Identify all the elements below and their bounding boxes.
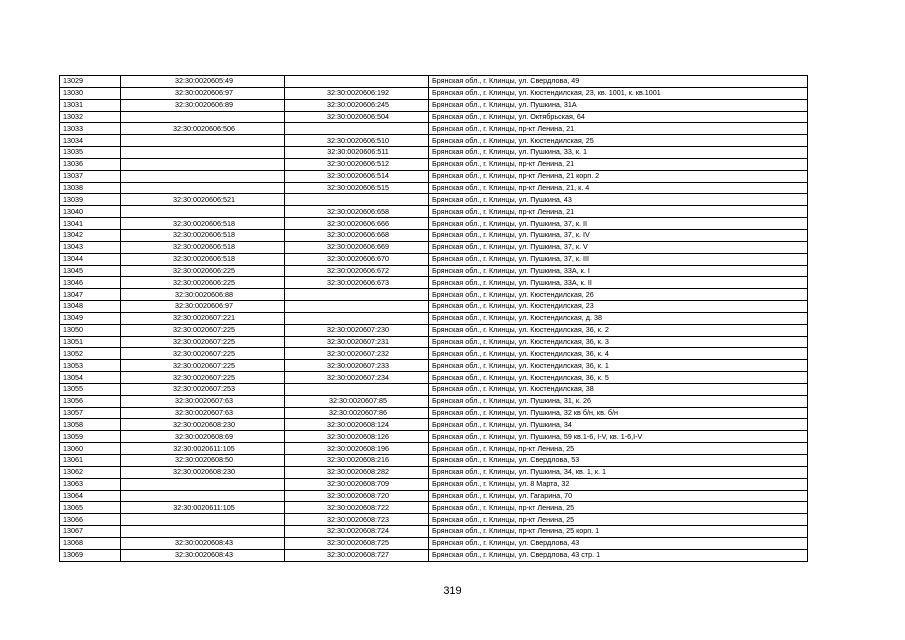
row-number-cell: 13048 (60, 301, 121, 313)
address-cell: Брянская обл., г. Клинцы, ул. Кюстендилская, д. 38 (429, 312, 808, 324)
cadastral-number-parent-cell (121, 147, 285, 159)
table-row (60, 170, 808, 182)
row-number-cell: 13058 (60, 419, 121, 431)
cadastral-number-cell: 32:30:0020608:196 (285, 443, 429, 455)
cadastral-number-parent-cell: 32:30:0020606:97 (121, 87, 285, 99)
row-number-cell: 13053 (60, 360, 121, 372)
cadastral-number-parent-cell: 32:30:0020608:43 (121, 537, 285, 549)
row-number-cell: 13061 (60, 455, 121, 467)
row-number-cell: 13045 (60, 265, 121, 277)
table-row (60, 265, 808, 277)
cadastral-number-parent-cell: 32:30:0020607:225 (121, 324, 285, 336)
table-row (60, 241, 808, 253)
address-cell: Брянская обл., г. Клинцы, ул. Пушкина, 33, к. 1 (429, 147, 808, 159)
address-cell: Брянская обл., г. Клинцы, ул. Пушкина, 37, к. II (429, 218, 808, 230)
cadastral-number-cell: 32:30:0020607:86 (285, 407, 429, 419)
row-number-cell: 13049 (60, 312, 121, 324)
cadastral-number-cell: 32:30:0020607:230 (285, 324, 429, 336)
address-cell: Брянская обл., г. Клинцы, ул. Пушкина, 37, к. III (429, 253, 808, 265)
address-cell: Брянская обл., г. Клинцы, ул. Пушкина, 31А (429, 99, 808, 111)
address-cell: Брянская обл., г. Клинцы, ул. Кюстендилская, 36, к. 2 (429, 324, 808, 336)
address-cell: Брянская обл., г. Клинцы, ул. Пушкина, 31, к. 26 (429, 395, 808, 407)
row-number-cell: 13068 (60, 537, 121, 549)
row-number-cell: 13042 (60, 229, 121, 241)
cadastral-number-parent-cell: 32:30:0020611:105 (121, 502, 285, 514)
cadastral-number-cell: 32:30:0020606:504 (285, 111, 429, 123)
cadastral-number-parent-cell (121, 526, 285, 538)
cadastral-number-parent-cell: 32:30:0020608:69 (121, 431, 285, 443)
cadastral-number-cell: 32:30:0020608:727 (285, 549, 429, 561)
cadastral-number-cell: 32:30:0020606:669 (285, 241, 429, 253)
cadastral-number-cell: 32:30:0020608:720 (285, 490, 429, 502)
row-number-cell: 13051 (60, 336, 121, 348)
address-cell: Брянская обл., г. Клинцы, ул. Свердлова, 43 (429, 537, 808, 549)
row-number-cell: 13059 (60, 431, 121, 443)
cadastral-number-cell: 32:30:0020608:723 (285, 514, 429, 526)
registry-table (59, 75, 808, 562)
address-cell: Брянская обл., г. Клинцы, ул. Кюстендилская, 23 (429, 301, 808, 313)
cadastral-number-cell: 32:30:0020606:672 (285, 265, 429, 277)
address-cell: Брянская обл., г. Клинцы, ул. Кюстендилская, 36, к. 5 (429, 372, 808, 384)
cadastral-number-cell: 32:30:0020608:126 (285, 431, 429, 443)
cadastral-number-parent-cell (121, 158, 285, 170)
address-cell: Брянская обл., г. Клинцы, ул. Пушкина, 59 кв.1-6, I-V, кв. 1-6,I-V (429, 431, 808, 443)
row-number-cell: 13044 (60, 253, 121, 265)
row-number-cell: 13034 (60, 135, 121, 147)
cadastral-number-parent-cell: 32:30:0020608:43 (121, 549, 285, 561)
table-row (60, 431, 808, 443)
cadastral-number-parent-cell: 32:30:0020606:521 (121, 194, 285, 206)
cadastral-number-cell: 32:30:0020608:725 (285, 537, 429, 549)
row-number-cell: 13056 (60, 395, 121, 407)
table-row (60, 336, 808, 348)
row-number-cell: 13065 (60, 502, 121, 514)
row-number-cell: 13055 (60, 383, 121, 395)
table-row (60, 526, 808, 538)
table-row (60, 395, 808, 407)
address-cell: Брянская обл., г. Клинцы, ул. Пушкина, 33А, к. I (429, 265, 808, 277)
cadastral-number-cell (285, 383, 429, 395)
address-cell: Брянская обл., г. Клинцы, ул. Кюстендилская, 23, кв. 1001, к. кв.1001 (429, 87, 808, 99)
row-number-cell: 13046 (60, 277, 121, 289)
cadastral-number-cell (285, 123, 429, 135)
address-cell: Брянская обл., г. Клинцы, пр-кт Ленина, 21 корп. 2 (429, 170, 808, 182)
table-row (60, 182, 808, 194)
cadastral-number-parent-cell (121, 490, 285, 502)
row-number-cell: 13062 (60, 466, 121, 478)
table-row (60, 514, 808, 526)
cadastral-number-cell: 32:30:0020608:724 (285, 526, 429, 538)
table-row (60, 206, 808, 218)
cadastral-number-parent-cell: 32:30:0020606:518 (121, 218, 285, 230)
cadastral-number-cell (285, 301, 429, 313)
cadastral-number-parent-cell: 32:30:0020608:50 (121, 455, 285, 467)
table-row (60, 218, 808, 230)
table-row (60, 147, 808, 159)
cadastral-number-parent-cell: 32:30:0020607:225 (121, 360, 285, 372)
row-number-cell: 13067 (60, 526, 121, 538)
row-number-cell: 13040 (60, 206, 121, 218)
address-cell: Брянская обл., г. Клинцы, ул. Кюстендилская, 36, к. 3 (429, 336, 808, 348)
cadastral-number-cell: 32:30:0020606:511 (285, 147, 429, 159)
address-cell: Брянская обл., г. Клинцы, пр-кт Ленина, 25 корп. 1 (429, 526, 808, 538)
cadastral-number-parent-cell: 32:30:0020607:221 (121, 312, 285, 324)
cadastral-number-cell: 32:30:0020607:85 (285, 395, 429, 407)
row-number-cell: 13029 (60, 76, 121, 88)
row-number-cell: 13037 (60, 170, 121, 182)
table-row (60, 76, 808, 88)
table-row (60, 289, 808, 301)
table-row (60, 383, 808, 395)
address-cell: Брянская обл., г. Клинцы, ул. Свердлова, 49 (429, 76, 808, 88)
address-cell: Брянская обл., г. Клинцы, ул. 8 Марта, 32 (429, 478, 808, 490)
cadastral-number-parent-cell: 32:30:0020606:225 (121, 265, 285, 277)
cadastral-number-cell: 32:30:0020607:231 (285, 336, 429, 348)
cadastral-number-parent-cell: 32:30:0020607:225 (121, 372, 285, 384)
address-cell: Брянская обл., г. Клинцы, ул. Свердлова, 43 стр. 1 (429, 549, 808, 561)
row-number-cell: 13066 (60, 514, 121, 526)
cadastral-number-cell: 32:30:0020607:232 (285, 348, 429, 360)
table-row (60, 324, 808, 336)
table-row (60, 111, 808, 123)
cadastral-number-cell: 32:30:0020606:510 (285, 135, 429, 147)
row-number-cell: 13043 (60, 241, 121, 253)
cadastral-number-parent-cell: 32:30:0020607:225 (121, 348, 285, 360)
table-row (60, 229, 808, 241)
cadastral-number-parent-cell (121, 206, 285, 218)
cadastral-number-cell: 32:30:0020606:673 (285, 277, 429, 289)
cadastral-number-parent-cell: 32:30:0020607:63 (121, 395, 285, 407)
address-cell: Брянская обл., г. Клинцы, ул. Кюстендилская, 36, к. 1 (429, 360, 808, 372)
cadastral-number-parent-cell: 32:30:0020607:253 (121, 383, 285, 395)
row-number-cell: 13035 (60, 147, 121, 159)
table-row (60, 502, 808, 514)
row-number-cell: 13069 (60, 549, 121, 561)
row-number-cell: 13050 (60, 324, 121, 336)
cadastral-number-cell: 32:30:0020607:234 (285, 372, 429, 384)
cadastral-number-cell: 32:30:0020608:722 (285, 502, 429, 514)
table-row (60, 407, 808, 419)
table-row (60, 443, 808, 455)
cadastral-number-parent-cell: 32:30:0020606:88 (121, 289, 285, 301)
table-row (60, 194, 808, 206)
row-number-cell: 13064 (60, 490, 121, 502)
cadastral-number-parent-cell: 32:30:0020608:230 (121, 466, 285, 478)
cadastral-number-parent-cell (121, 478, 285, 490)
cadastral-number-cell: 32:30:0020606:515 (285, 182, 429, 194)
cadastral-number-parent-cell (121, 182, 285, 194)
row-number-cell: 13030 (60, 87, 121, 99)
address-cell: Брянская обл., г. Клинцы, ул. Кюстендилская, 25 (429, 135, 808, 147)
table-row (60, 312, 808, 324)
address-cell: Брянская обл., г. Клинцы, ул. Пушкина, 37, к. IV (429, 229, 808, 241)
table-row (60, 372, 808, 384)
cadastral-number-cell (285, 194, 429, 206)
cadastral-number-cell: 32:30:0020608:709 (285, 478, 429, 490)
cadastral-number-cell: 32:30:0020607:233 (285, 360, 429, 372)
row-number-cell: 13039 (60, 194, 121, 206)
address-cell: Брянская обл., г. Клинцы, пр-кт Ленина, 21 (429, 123, 808, 135)
cadastral-number-parent-cell: 32:30:0020606:518 (121, 229, 285, 241)
row-number-cell: 13033 (60, 123, 121, 135)
address-cell: Брянская обл., г. Клинцы, пр-кт Ленина, 25 (429, 502, 808, 514)
table-row (60, 466, 808, 478)
table-row (60, 537, 808, 549)
address-cell: Брянская обл., г. Клинцы, ул. Кюстендилская, 26 (429, 289, 808, 301)
table-row (60, 455, 808, 467)
address-cell: Брянская обл., г. Клинцы, ул. Свердлова, 53 (429, 455, 808, 467)
address-cell: Брянская обл., г. Клинцы, ул. Гагарина, 70 (429, 490, 808, 502)
address-cell: Брянская обл., г. Клинцы, ул. Пушкина, 33А, к. II (429, 277, 808, 289)
row-number-cell: 13057 (60, 407, 121, 419)
cadastral-number-parent-cell: 32:30:0020606:225 (121, 277, 285, 289)
cadastral-number-parent-cell: 32:30:0020606:506 (121, 123, 285, 135)
cadastral-number-cell: 32:30:0020608:216 (285, 455, 429, 467)
address-cell: Брянская обл., г. Клинцы, ул. Октябрьская, 64 (429, 111, 808, 123)
table-row (60, 123, 808, 135)
row-number-cell: 13031 (60, 99, 121, 111)
cadastral-number-parent-cell: 32:30:0020608:230 (121, 419, 285, 431)
cadastral-number-parent-cell (121, 170, 285, 182)
registry-table-body (60, 76, 808, 562)
address-cell: Брянская обл., г. Клинцы, пр-кт Ленина, 21 (429, 158, 808, 170)
row-number-cell: 13047 (60, 289, 121, 301)
page-number: 319 (443, 585, 462, 597)
row-number-cell: 13032 (60, 111, 121, 123)
cadastral-number-parent-cell: 32:30:0020607:63 (121, 407, 285, 419)
cadastral-number-cell (285, 76, 429, 88)
cadastral-number-parent-cell: 32:30:0020606:518 (121, 253, 285, 265)
address-cell: Брянская обл., г. Клинцы, ул. Пушкина, 34, кв. 1, к. 1 (429, 466, 808, 478)
row-number-cell: 13063 (60, 478, 121, 490)
cadastral-number-parent-cell (121, 514, 285, 526)
cadastral-number-parent-cell: 32:30:0020606:518 (121, 241, 285, 253)
cadastral-number-cell: 32:30:0020606:658 (285, 206, 429, 218)
address-cell: Брянская обл., г. Клинцы, ул. Кюстендилская, 38 (429, 383, 808, 395)
cadastral-number-cell: 32:30:0020608:124 (285, 419, 429, 431)
address-cell: Брянская обл., г. Клинцы, ул. Пушкина, 37, к. V (429, 241, 808, 253)
row-number-cell: 13060 (60, 443, 121, 455)
cadastral-number-parent-cell: 32:30:0020605:49 (121, 76, 285, 88)
address-cell: Брянская обл., г. Клинцы, пр-кт Ленина, 21, к. 4 (429, 182, 808, 194)
cadastral-number-cell: 32:30:0020606:668 (285, 229, 429, 241)
cadastral-number-cell (285, 289, 429, 301)
table-row (60, 478, 808, 490)
row-number-cell: 13041 (60, 218, 121, 230)
cadastral-number-parent-cell (121, 135, 285, 147)
table-row (60, 99, 808, 111)
table-row (60, 87, 808, 99)
address-cell: Брянская обл., г. Клинцы, пр-кт Ленина, 21 (429, 206, 808, 218)
table-row (60, 419, 808, 431)
table-row (60, 253, 808, 265)
address-cell: Брянская обл., г. Клинцы, ул. Пушкина, 34 (429, 419, 808, 431)
table-row (60, 360, 808, 372)
cadastral-number-cell: 32:30:0020606:670 (285, 253, 429, 265)
cadastral-number-cell: 32:30:0020606:192 (285, 87, 429, 99)
address-cell: Брянская обл., г. Клинцы, ул. Кюстендилская, 36, к. 4 (429, 348, 808, 360)
cadastral-number-parent-cell: 32:30:0020611:105 (121, 443, 285, 455)
table-row (60, 348, 808, 360)
table-row (60, 301, 808, 313)
cadastral-number-cell: 32:30:0020606:512 (285, 158, 429, 170)
address-cell: Брянская обл., г. Клинцы, пр-кт Ленина, 25 (429, 514, 808, 526)
table-row (60, 135, 808, 147)
cadastral-number-cell: 32:30:0020606:666 (285, 218, 429, 230)
cadastral-number-parent-cell (121, 111, 285, 123)
table-row (60, 549, 808, 561)
row-number-cell: 13038 (60, 182, 121, 194)
row-number-cell: 13054 (60, 372, 121, 384)
cadastral-number-parent-cell: 32:30:0020607:225 (121, 336, 285, 348)
row-number-cell: 13036 (60, 158, 121, 170)
cadastral-number-parent-cell: 32:30:0020606:89 (121, 99, 285, 111)
cadastral-number-cell: 32:30:0020606:514 (285, 170, 429, 182)
table-row (60, 277, 808, 289)
cadastral-number-parent-cell: 32:30:0020606:97 (121, 301, 285, 313)
table-row (60, 490, 808, 502)
cadastral-number-cell: 32:30:0020608:282 (285, 466, 429, 478)
cadastral-number-cell: 32:30:0020606:245 (285, 99, 429, 111)
address-cell: Брянская обл., г. Клинцы, ул. Пушкина, 32 кв б/н, кв. б/н (429, 407, 808, 419)
address-cell: Брянская обл., г. Клинцы, пр-кт Ленина, 25 (429, 443, 808, 455)
address-cell: Брянская обл., г. Клинцы, ул. Пушкина, 43 (429, 194, 808, 206)
table-row (60, 158, 808, 170)
row-number-cell: 13052 (60, 348, 121, 360)
cadastral-number-cell (285, 312, 429, 324)
